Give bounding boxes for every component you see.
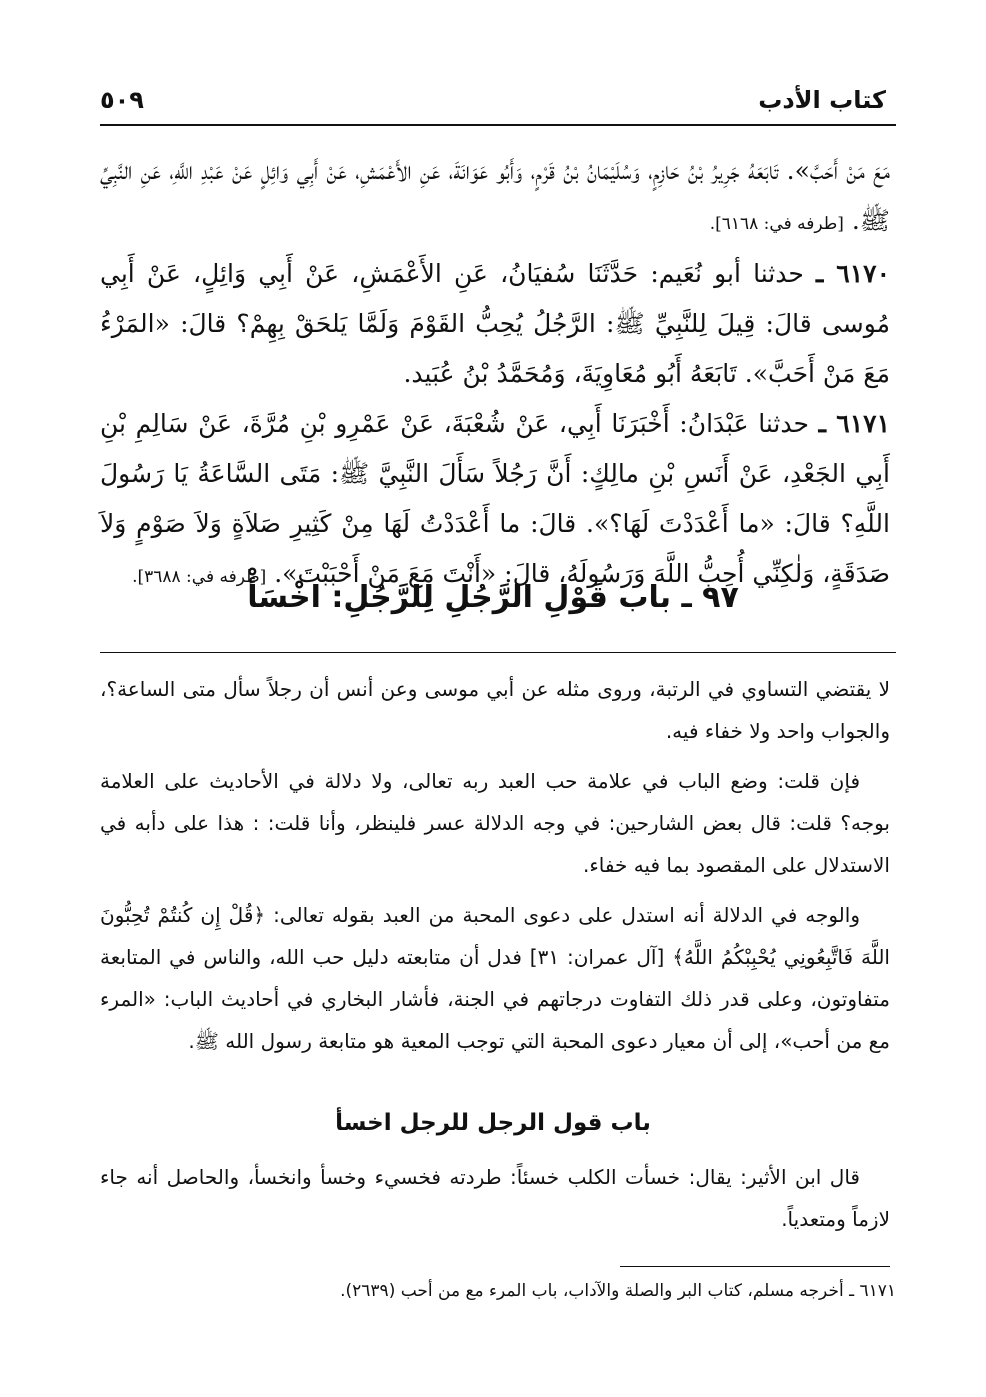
hadith-text: حدثنا عَبْدَانُ: أَخْبَرَنَا أَبِي، عَنْ شُعْبَةَ، عَنْ عَمْرِو بْنِ مُرَّةَ، عَنْ سَالِمِ بْنِ أَبِي الجَعْدِ، عَنْ أَنَسِ بْنِ مالِكٍ: أَنَّ رَجُلاً سَأَلَ النَّبِيَّ ﷺ: مَتَى السَّاعَةُ يَا رَسُولَ اللَّهِ؟ قالَ: «ما أَعْدَدْتَ لَهَا؟». قالَ: ما أَعْدَدْتُ لَهَا مِنْ كَثِيرِ صَلاَةٍ وَلاَ صَوْمٍ وَلاَ صَدَقَةٍ، وَلٰكِنِّي أُحِبُّ اللَّهَ وَرَسُولَهُ، قالَ: «أَنْتَ مَعَ مَنْ أَحْبَبْتَ». bbox=[100, 409, 890, 588]
commentary-section-2 bbox=[100, 1156, 890, 1240]
sub-heading: باب قول الرجل للرجل اخسأ bbox=[335, 1110, 651, 1136]
hadith-number: ٦١٧٠ ـ bbox=[816, 259, 890, 288]
hadith-continuation bbox=[100, 146, 890, 249]
page-number: ٥٠٩ bbox=[100, 86, 144, 114]
footnote-divider bbox=[620, 1266, 890, 1267]
section-divider bbox=[100, 652, 896, 653]
running-head bbox=[100, 86, 886, 120]
commentary-paragraph: لا يقتضي التساوي في الرتبة، وروى مثله عن أبي موسى وعن أنس أن رجلاً سأل متى الساعة؟، والجواب واحد ولا خفاء فيه. bbox=[100, 677, 890, 743]
commentary-paragraph: والوجه في الدلالة أنه استدل على دعوى المحبة من العبد بقوله تعالى: ﴿قُلْ إِن كُنتُمْ تُحِبُّونَ اللَّهَ فَاتَّبِعُونِي يُحْبِبْكُمُ اللَّهُ﴾ [آل عمران: ٣١] فدل أن متابعته دليل حب الله، والناس في المتابعة متفاوتون، وعلى قدر ذلك التفاوت درجاتهم في الجنة، فأشار البخاري في أحاديث الباب: «المرء مع من أحب»، إلى أن معيار دعوى المحبة التي توجب المعية هو متابعة رسول الله ﷺ. bbox=[100, 903, 890, 1053]
hadith-continuation-text: مَعَ مَنْ أَحَبَّ». تَابَعَهُ جَرِيرُ بْنُ حَازِمٍ، وَسُلَيْمَانُ بْنُ قَرْمٍ، وَأَبُو عَوَانَةَ، عَنِ الأَعْمَشِ، عَنْ أَبِي وَائِلٍ عَنْ عَبْدِ اللَّهِ، عَنِ النَّبِيِّ ﷺ. bbox=[100, 156, 890, 235]
hadith-text: حدثنا أبو نُعَيم: حَدَّثَنَا سُفيَانُ، عَنِ الأَعْمَشِ، عَنْ أَبِي وَائِلٍ، عَنْ أَبِي مُوسى قالَ: قِيلَ لِلنَّبِيِّ ﷺ: الرَّجُلُ يُحِبُّ القَوْمَ وَلَمَّا يَلحَقْ بِهِمْ؟ قالَ: «المَرْءُ مَعَ مَنْ أَحَبَّ». تَابَعَهُ أَبُو مُعَاوِيَةَ، وَمُحَمَّدُ بْنُ عُبَيد. bbox=[100, 259, 890, 388]
footnote: ٦١٧١ ـ أخرجه مسلم، كتاب البر والصلة والآداب، باب المرء مع من أحب (٢٦٣٩). bbox=[340, 1281, 896, 1301]
hadith-section bbox=[100, 146, 890, 602]
header-divider bbox=[100, 124, 896, 126]
commentary-paragraph: فإن قلت: وضع الباب في علامة حب العبد ربه تعالى، ولا دلالة في الأحاديث على العلامة بوجه؟ قلت: قال بعض الشارحين: في وجه الدلالة عسر فلينظر، وأنا قلت: : هذا على دأبه في الاستدلال على المقصود بما فيه خفاء. bbox=[100, 769, 890, 877]
hadith-number: ٦١٧١ ـ bbox=[818, 409, 891, 438]
commentary-section bbox=[100, 668, 890, 1062]
commentary-paragraph: قال ابن الأثير: يقال: خسأت الكلب خسئاً: طردته فخسيء وخسأ وانخسأ، والحاصل أنه جاء لازماً ومتعدياً. bbox=[100, 1165, 890, 1231]
hadith-6171 bbox=[100, 399, 890, 602]
cross-reference: [طرفه في: ٦١٦٨]. bbox=[709, 214, 844, 234]
book-title: كتاب الأدب bbox=[758, 86, 886, 114]
hadith-6170 bbox=[100, 249, 890, 399]
chapter-title: ٩٧ ـ باب قَوْلِ الرَّجُلِ لِلرَّجُلِ: اخْسَأْ bbox=[247, 580, 739, 615]
cross-reference: [طرفه في: ٣٦٨٨]. bbox=[132, 567, 267, 587]
